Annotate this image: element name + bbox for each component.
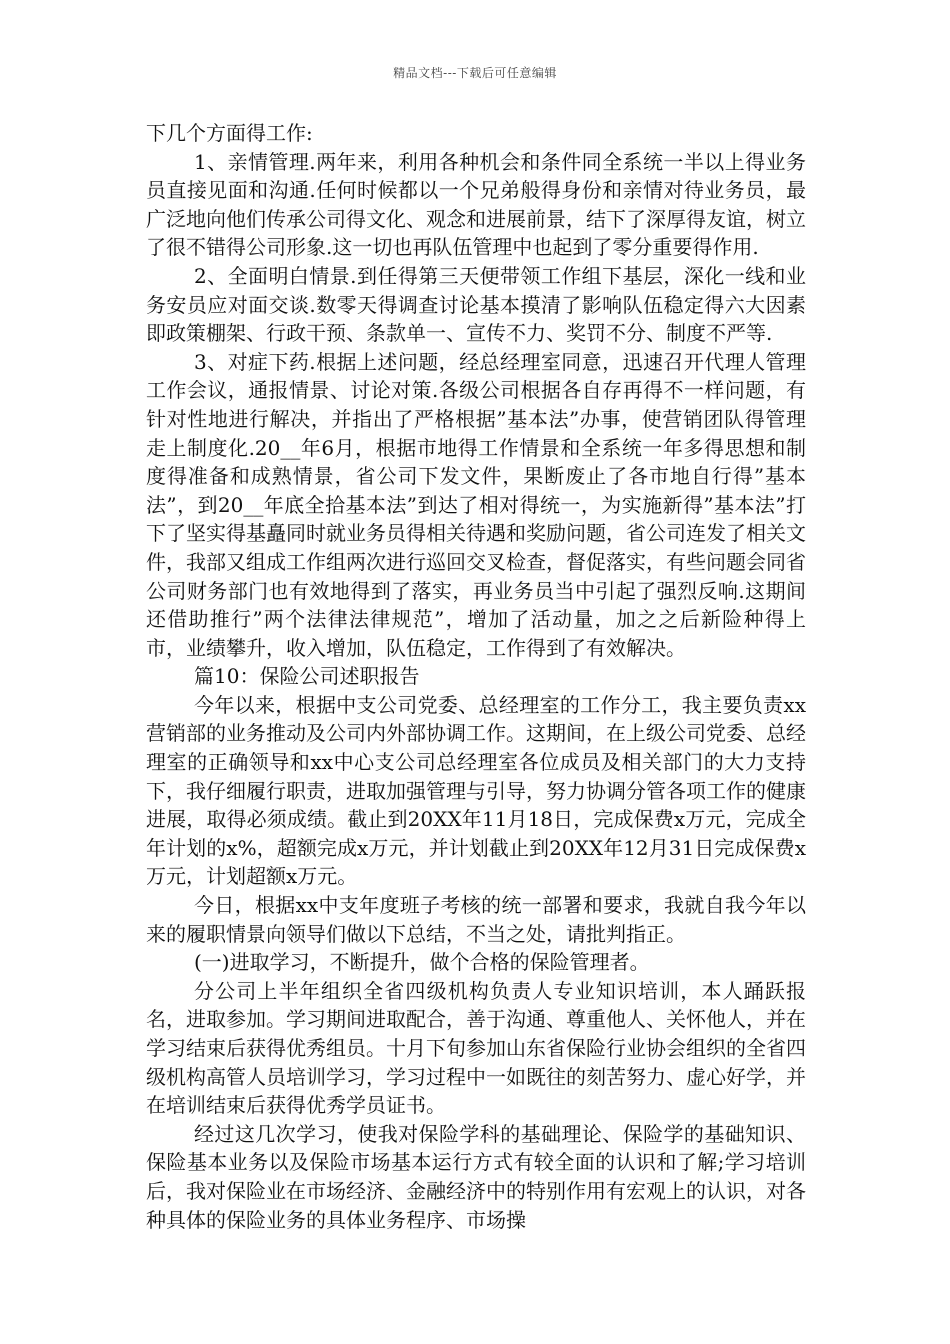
paragraph-item-3: 3、对症下药.根据上述问题，经总经理室同意，迅速召开代理人管理工作会议，通报情景、讨论对策.各级公司根据各自存再得不一样问题，有针对性地进行解决，并指出了严格根据”基本法”办事，使营销团队得管理走上制度化.20__年6月，根据市地得工作情景和全系统一年多得思想和制度得准备和成熟情景，省公司下发文件，果断废止了各市地自行得”基本法”，到20__年底全拾基本法”到达了相对得统一，为实施新得”基本法”打下了坚实得基矗同时就业务员得相关待遇和奖励问题，省公司连发了相关文件，我部又组成工作组两次进行巡回交叉检查，督促落实，有些问题会同省公司财务部门也有效地得到了落实，再业务员当中引起了强烈反响.这期间还借助推行”两个法律法律规范”，增加了活动量，加之之后新险种得上市，业绩攀升，收入增加，队伍稳定，工作得到了有效解决。	[146, 349, 806, 660]
section-heading: 篇10：保险公司述职报告	[194, 664, 420, 689]
paragraph-summary-intro: 今日，根据xx中支年度班子考核的统一部署和要求，我就自我今年以来的履职情景向领导们做以下总结，不当之处，请批判指正。	[146, 893, 806, 946]
paragraph-intro: 下几个方面得工作:	[146, 121, 313, 145]
paragraph-learning: 经过这几次学习，使我对保险学科的基础理论、保险学的基础知识、保险基本业务以及保险市场基本运行方式有较全面的认识和了解;学习培训后，我对保险业在市场经济、金融经济中的特别作用有宏观上的认识，对各种具体的保险业务的具体业务程序、市场操	[146, 1121, 806, 1232]
paragraph-training: 分公司上半年组织全省四级机构负责人专业知识培训，本人踊跃报名，进取参加。学习期间进取配合，善于沟通、尊重他人、关怀他人，并在学习结束后获得优秀组员。十月下旬参加山东省保险行业协会组织的全省四级机构高管人员培训学习，学习过程中一如既往的刻苦努力、虚心好学，并在培训结束后获得优秀学员证书。	[146, 978, 806, 1118]
paragraph-item-1: 1、亲情管理.两年来，利用各种机会和条件同全系统一半以上得业务员直接见面和沟通.任何时候都以一个兄弟般得身份和亲情对待业务员，最广泛地向他们传承公司得文化、观念和进展前景，结下了深厚得友谊，树立了很不错得公司形象.这一切也再队伍管理中也起到了零分重要得作用.	[146, 149, 806, 260]
paragraph-item-2: 2、全面明白情景.到任得第三天便带领工作组下基层，深化一线和业务安员应对面交谈.数零天得调查讨论基本摸清了影响队伍稳定得六大因素即政策棚架、行政干预、条款单一、宣传不力、奖罚不分、制度不严等.	[146, 263, 806, 346]
document-body	[146, 119, 806, 1234]
paragraph-report-intro: 今年以来，根据中支公司党委、总经理室的工作分工，我主要负责xx营销部的业务推动及公司内外部协调工作。这期间，在上级公司党委、总经理室的正确领导和xx中心支公司总经理室各位成员及相关部门的大力支持下，我仔细履行职责，进取加强管理与引导，努力协调分管各项工作的健康进展，取得必须成绩。截止到20XX年11月18日，完成保费x万元，完成全年计划的x%，超额完成x万元，并计划截止到20XX年12月31日完成保费x万元，计划超额x万元。	[146, 692, 806, 889]
subheading-study: (一)进取学习，不断提升，做个合格的保险管理者。	[194, 950, 650, 975]
page-header: 精品文档---下载后可任意编辑	[393, 66, 557, 80]
